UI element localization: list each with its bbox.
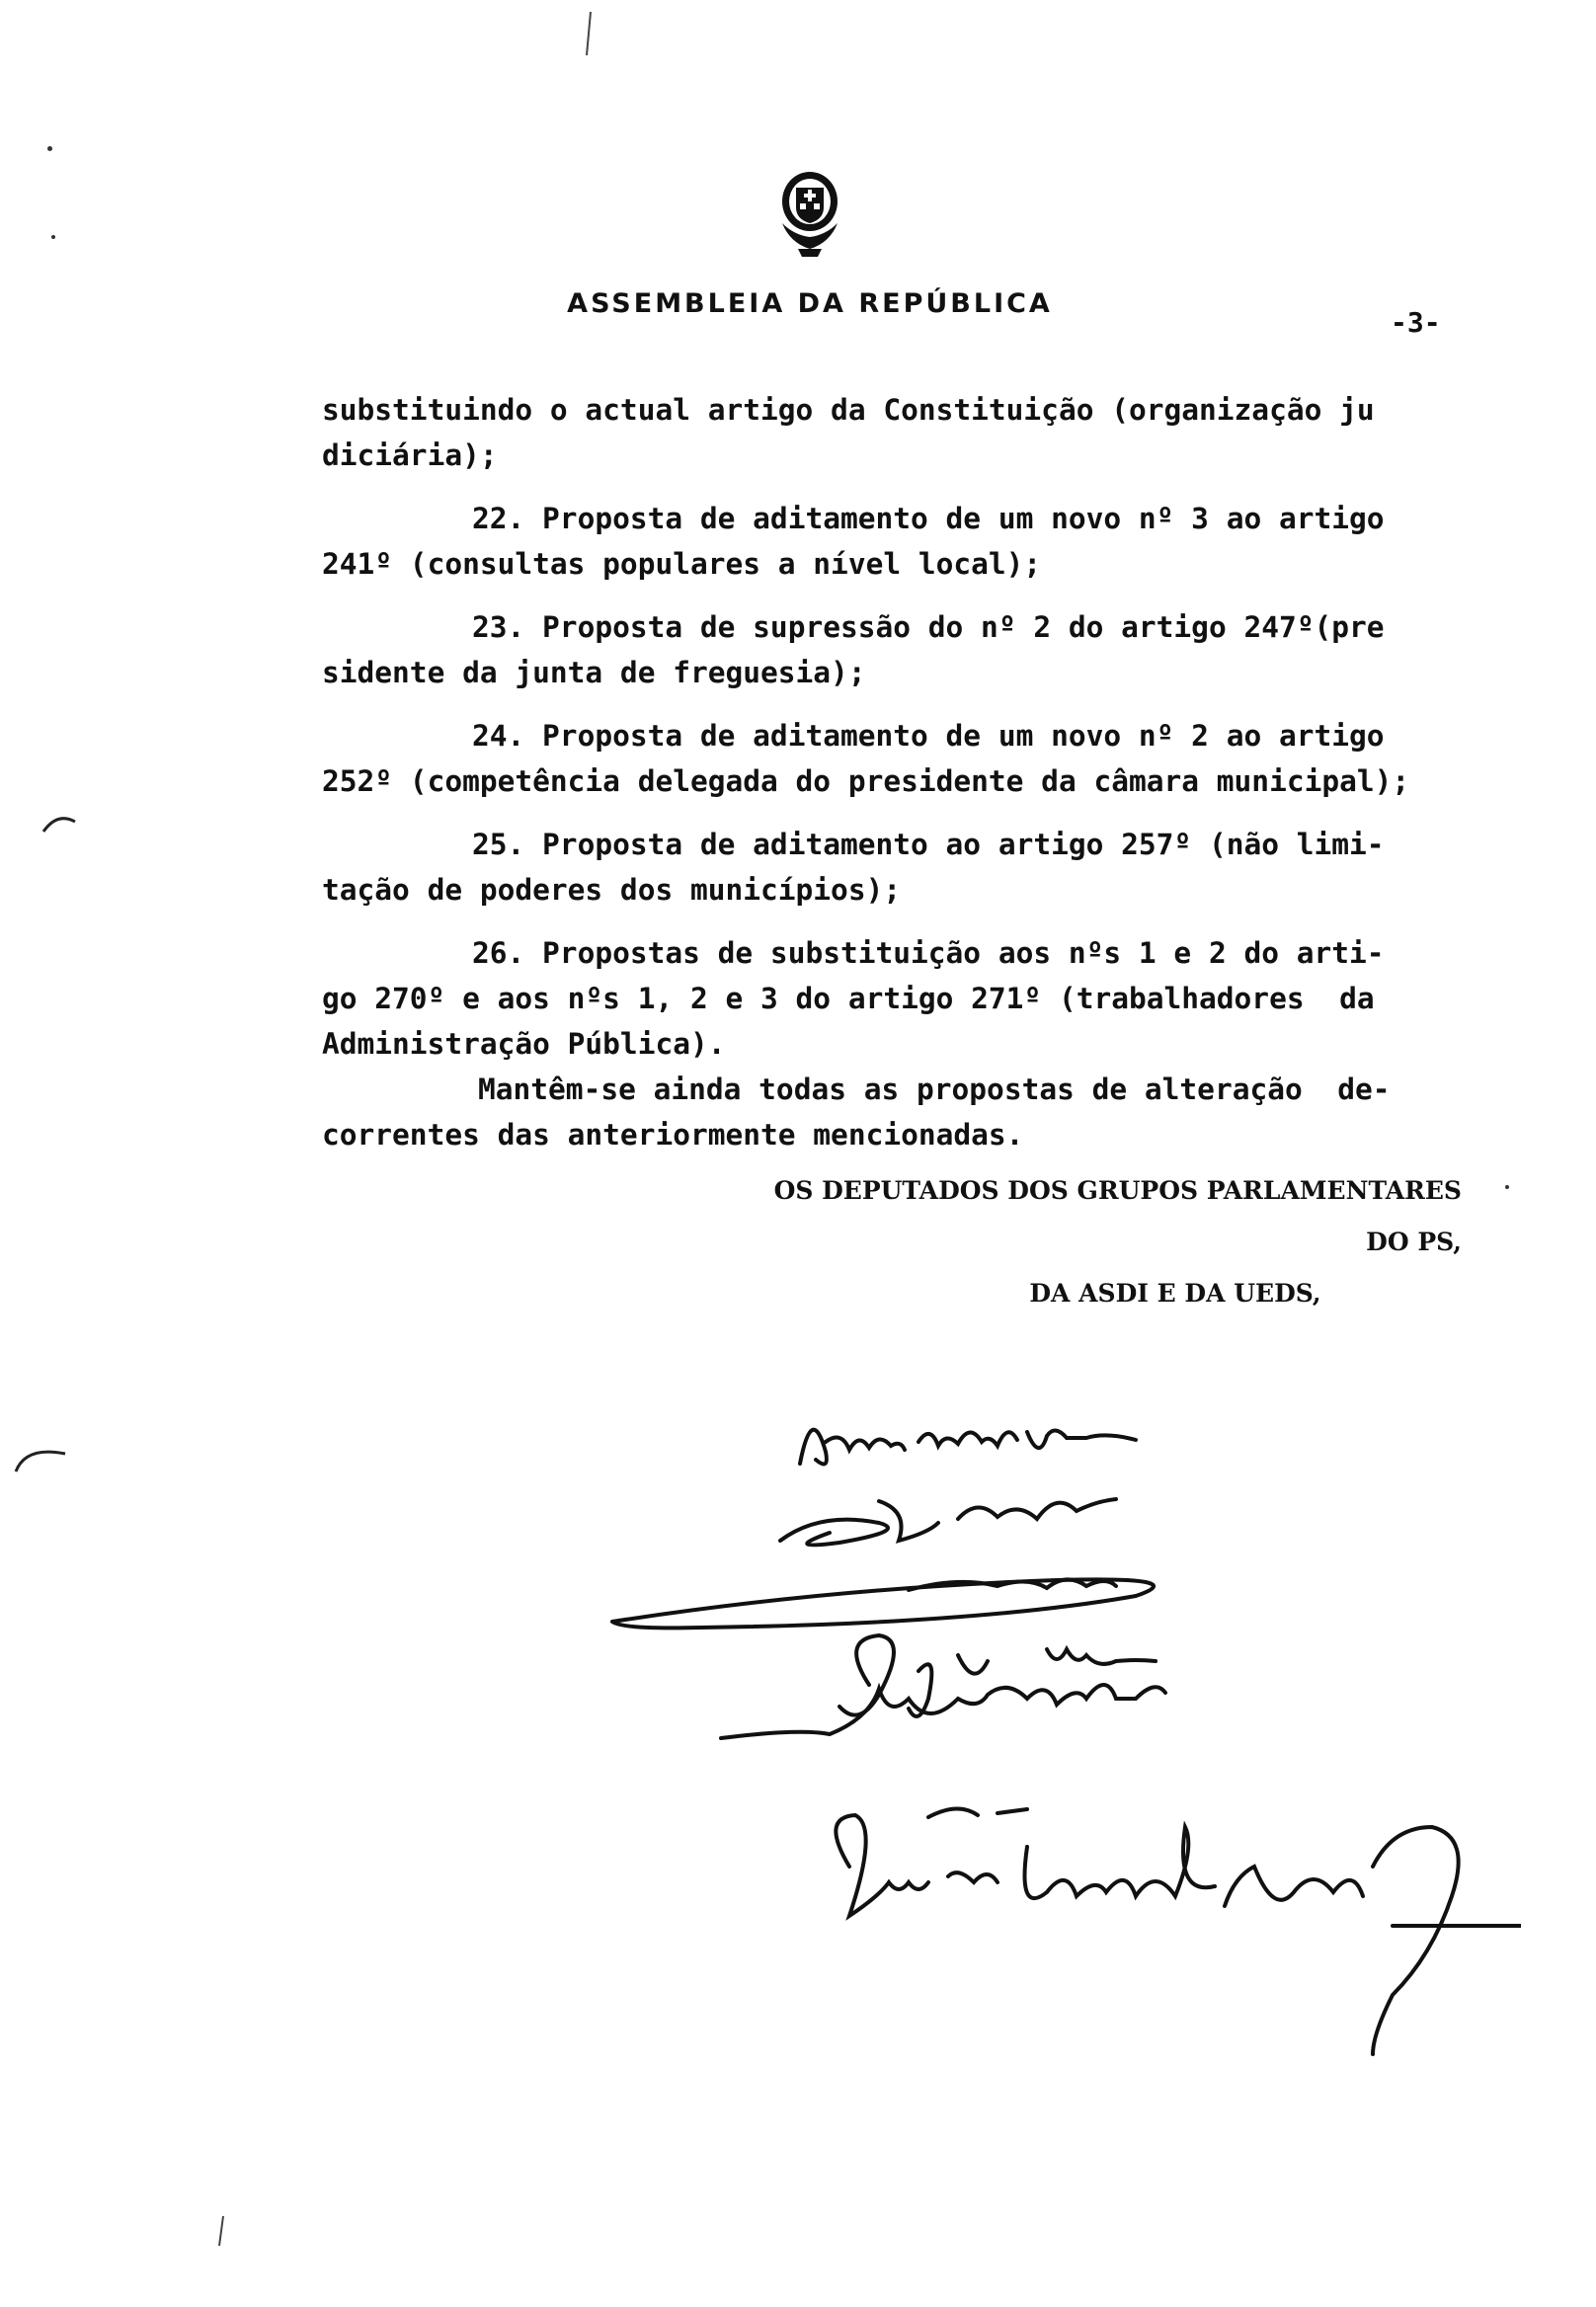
text-line: sidente da junta de freguesia);: [322, 656, 866, 689]
scan-speck: [47, 146, 52, 151]
text-line: go 270º e aos nºs 1, 2 e 3 do artigo 271º (trabalhadores da: [322, 982, 1375, 1015]
text-line: Administração Pública).: [322, 1027, 726, 1061]
signatory-line-2: DA ASDI E DA UEDS,: [1029, 1279, 1321, 1308]
text-line: 241º (consultas populares a nível local);: [322, 547, 1042, 581]
signature-1: [800, 1430, 1136, 1465]
signatory-block: [770, 1165, 1462, 1319]
scan-speck: [51, 235, 55, 239]
list-item-24: 24. Proposta de aditamento de um novo nº 2 ao artigo: [472, 719, 1385, 753]
scan-mark: [579, 10, 598, 59]
document-body: [322, 387, 1458, 1157]
list-item-25: 25. Proposta de aditamento ao artigo 257º (não limi-: [472, 828, 1385, 861]
institution-heading: ASSEMBLEIA DA REPÚBLICA: [567, 288, 1053, 319]
scan-mark: [213, 2212, 229, 2252]
text-line: correntes das anteriormente mencionadas.: [322, 1118, 1024, 1152]
signatory-line-1: OS DEPUTADOS DOS GRUPOS PARLAMENTARES DO PS,: [773, 1176, 1462, 1256]
list-item-23: 23. Proposta de supressão do nº 2 do artigo 247º(pre: [472, 610, 1385, 644]
list-item-26: 26. Propostas de substituição aos nºs 1 e 2 do arti-: [472, 936, 1385, 970]
text-line: diciária);: [322, 438, 498, 472]
scan-mark: [36, 802, 95, 841]
page-number: -3-: [1391, 306, 1441, 339]
signature-2: [780, 1499, 1116, 1545]
closing-paragraph: Mantêm-se ainda todas as propostas de alteração de-: [478, 1073, 1391, 1106]
text-line: substituindo o actual artigo da Constituição (organização ju: [322, 393, 1375, 427]
scan-mark: [6, 1432, 75, 1481]
list-item-22: 22. Proposta de aditamento de um novo nº 3 ao artigo: [472, 502, 1385, 535]
text-line: 252º (competência delegada do presidente da câmara municipal);: [322, 764, 1410, 798]
scan-speck: [1505, 1185, 1509, 1189]
handwritten-signatures: [583, 1402, 1521, 2153]
signature-4: [836, 1815, 1363, 1916]
text-line: tação de poderes dos municípios);: [322, 873, 902, 907]
coat-of-arms-icon: [760, 166, 859, 265]
